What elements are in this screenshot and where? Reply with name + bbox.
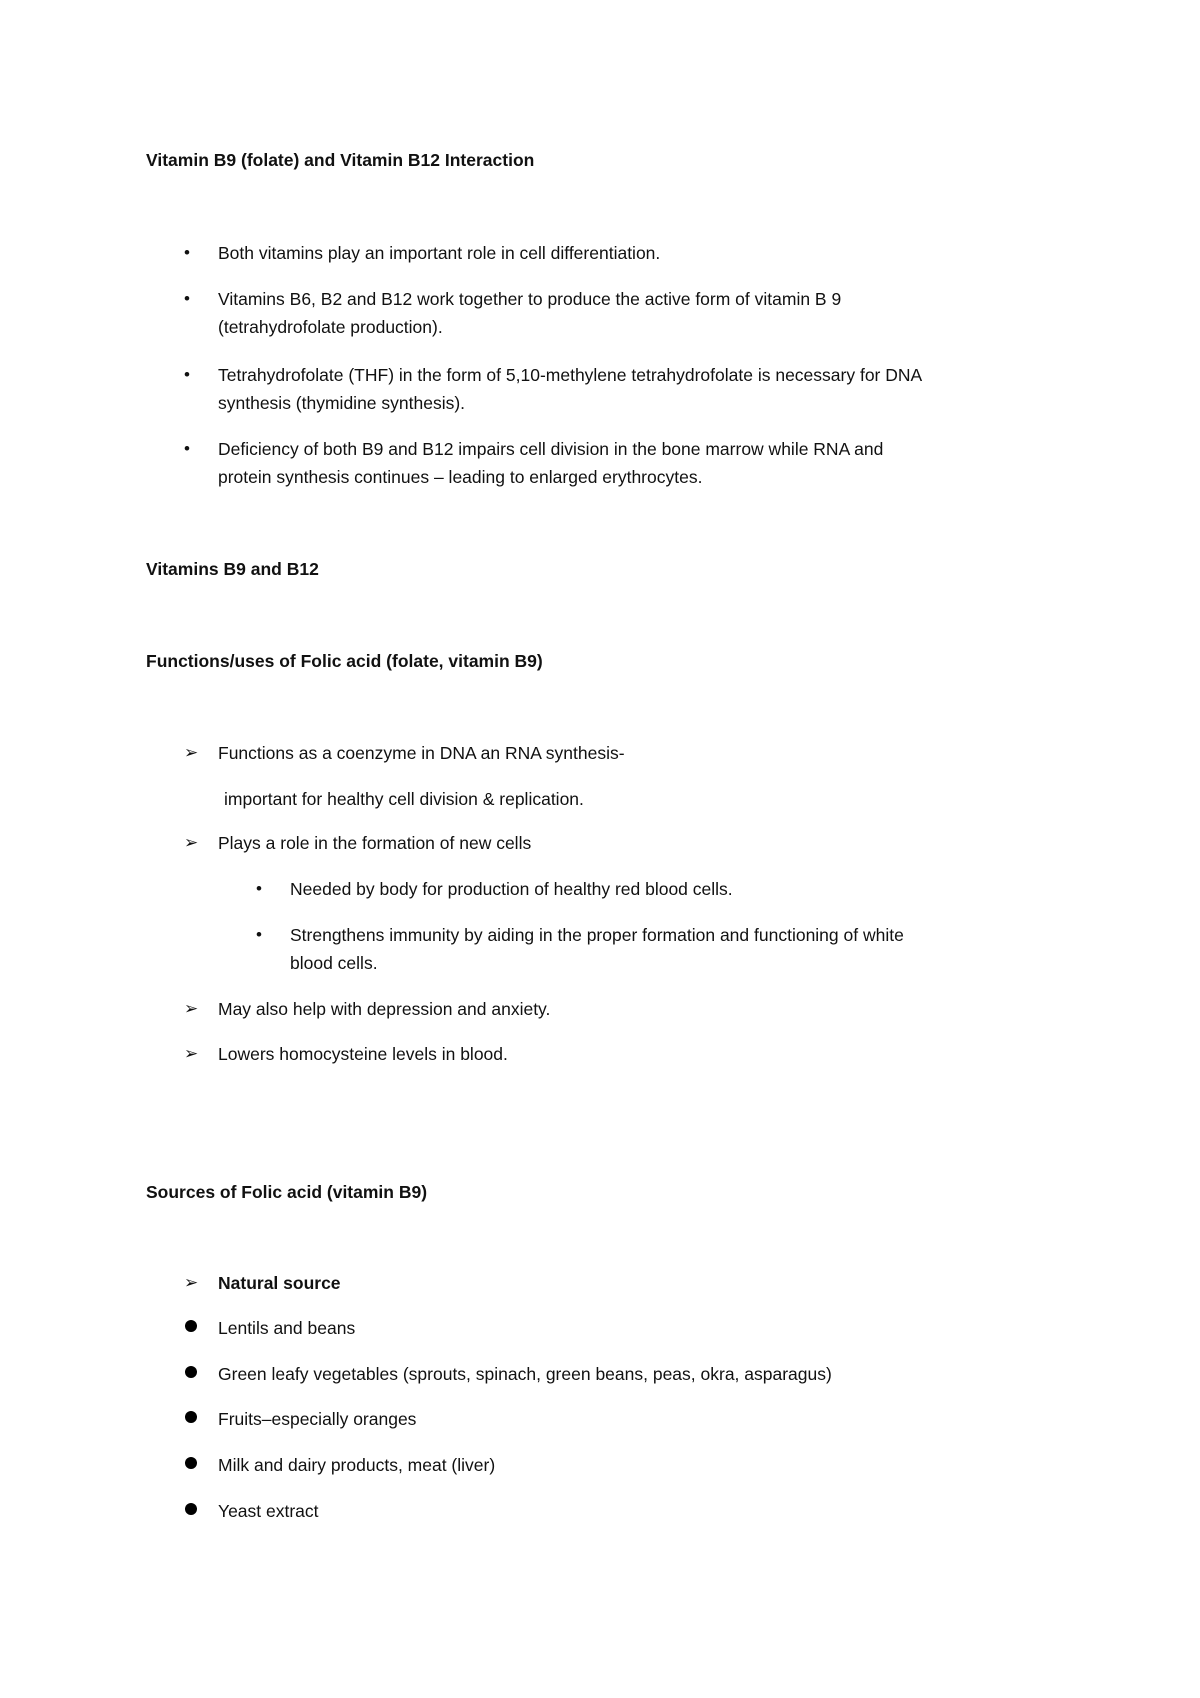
source-item: Fruits–especially oranges [218, 1409, 417, 1429]
section-heading-sources: Sources of Folic acid (vitamin B9) [146, 1182, 428, 1202]
bullet-icon: • [184, 243, 190, 262]
disc-bullet-icon [185, 1366, 197, 1378]
list-item: Plays a role in the formation of new cells [218, 833, 532, 853]
list-item-continuation: (tetrahydrofolate production). [218, 317, 443, 337]
list-item: Tetrahydrofolate (THF) in the form of 5,10-methylene tetrahydrofolate is necessary for DNA [218, 365, 923, 385]
section-heading-functions: Functions/uses of Folic acid (folate, vitamin B9) [146, 651, 543, 671]
list-item-continuation: synthesis (thymidine synthesis). [218, 393, 466, 413]
arrow-bullet-icon: ➢ [184, 743, 199, 762]
list-item-continuation: important for healthy cell division & replication. [224, 789, 584, 809]
source-item: Milk and dairy products, meat (liver) [218, 1455, 496, 1475]
list-item-continuation: protein synthesis continues – leading to enlarged erythrocytes. [218, 467, 703, 487]
list-item: Both vitamins play an important role in cell differentiation. [218, 243, 661, 263]
disc-bullet-icon [185, 1457, 197, 1469]
list-item: Lowers homocysteine levels in blood. [218, 1044, 508, 1064]
arrow-bullet-icon: ➢ [184, 999, 199, 1018]
section-heading-interaction: Vitamin B9 (folate) and Vitamin B12 Interaction [146, 150, 535, 170]
arrow-bullet-icon: ➢ [184, 1273, 199, 1292]
bullet-icon: • [184, 439, 190, 458]
sub-list-item-continuation: blood cells. [290, 953, 378, 973]
disc-bullet-icon [185, 1411, 197, 1423]
bullet-icon: • [184, 365, 190, 384]
disc-bullet-icon [185, 1320, 197, 1332]
sub-list-item: Strengthens immunity by aiding in the proper formation and functioning of white [290, 925, 904, 945]
list-item: Deficiency of both B9 and B12 impairs cell division in the bone marrow while RNA and [218, 439, 884, 459]
source-item: Yeast extract [218, 1501, 319, 1521]
disc-bullet-icon [185, 1503, 197, 1515]
sub-list-item: Needed by body for production of healthy red blood cells. [290, 879, 733, 899]
section-heading-b9-b12: Vitamins B9 and B12 [146, 559, 319, 579]
bullet-icon: • [184, 289, 190, 308]
list-item: Functions as a coenzyme in DNA an RNA synthesis- [218, 743, 625, 763]
source-item: Lentils and beans [218, 1318, 356, 1338]
bullet-icon: • [256, 879, 262, 898]
natural-source-label: Natural source [218, 1273, 341, 1293]
list-item: May also help with depression and anxiety. [218, 999, 551, 1019]
arrow-bullet-icon: ➢ [184, 1044, 199, 1063]
list-item: Vitamins B6, B2 and B12 work together to produce the active form of vitamin B 9 [218, 289, 842, 309]
bullet-icon: • [256, 925, 262, 944]
source-item: Green leafy vegetables (sprouts, spinach, green beans, peas, okra, asparagus) [218, 1364, 832, 1384]
arrow-bullet-icon: ➢ [184, 833, 199, 852]
